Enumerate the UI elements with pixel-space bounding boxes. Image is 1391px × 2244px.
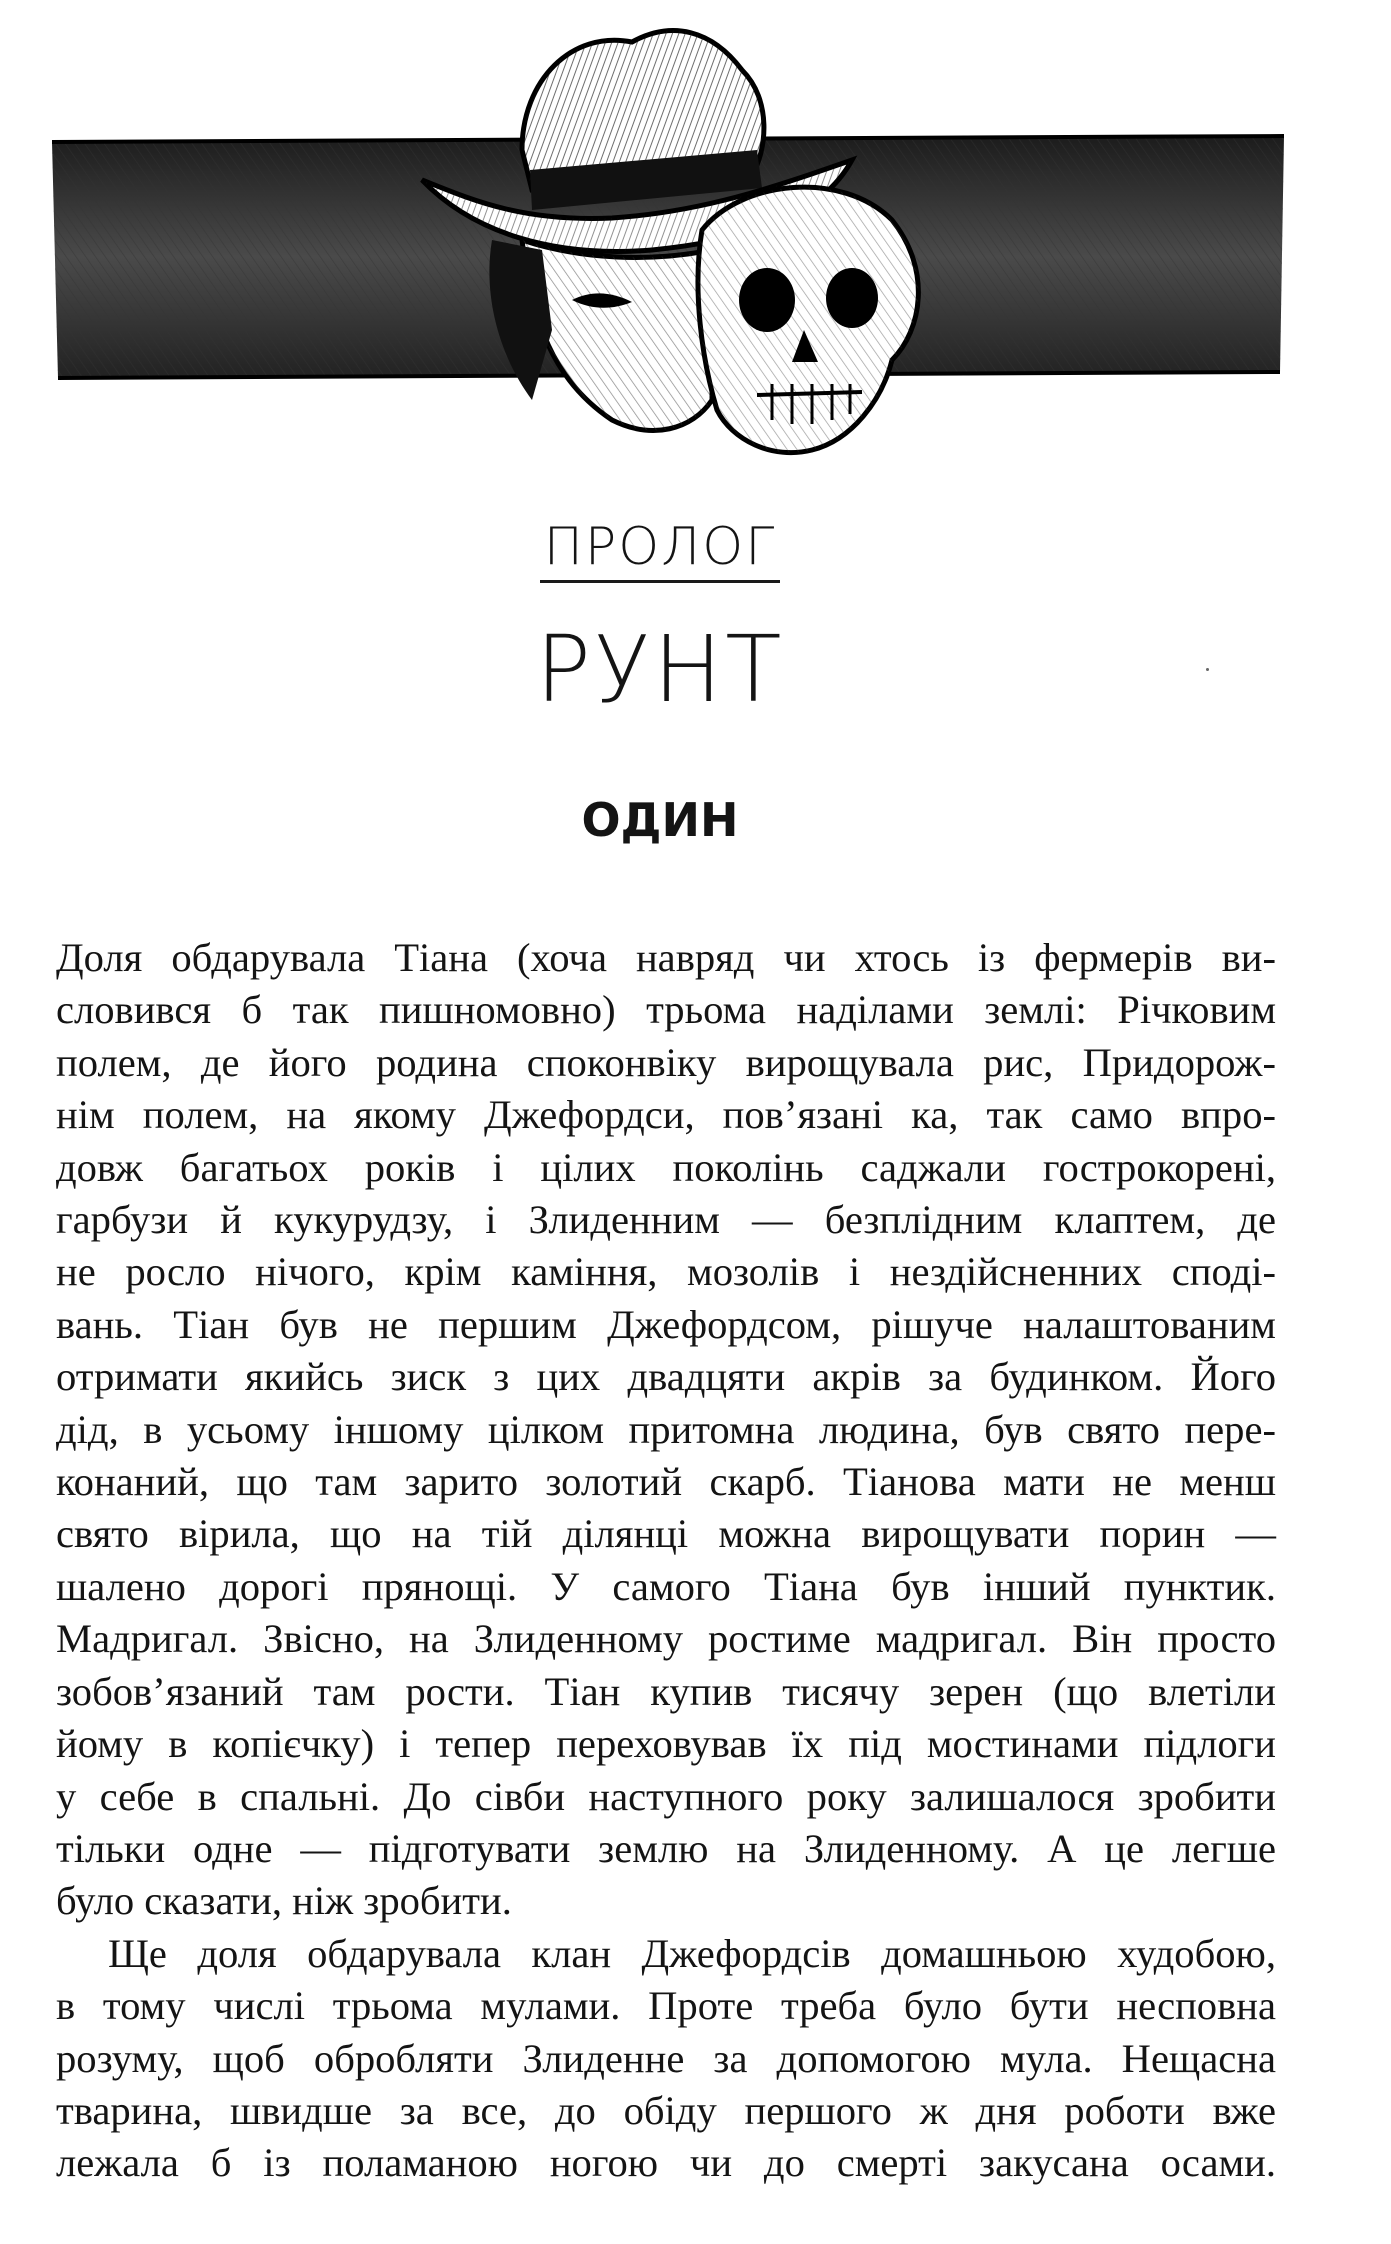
paragraph-1 [56,932,1276,1928]
prologue-label: ПРОЛОГ [543,517,777,577]
text-line: дід, в усьому іншому цілком притомна людина, був свято пере- [56,1406,1276,1452]
paragraph-2 [56,1928,1276,2190]
body-text [56,932,1276,2190]
text-line: Мадригал. Звісно, на Злиденному ростиме мадригал. Він просто [56,1616,1276,1662]
text-line: тварина, швидше за все, до обіду першого ж дня роботи вже [56,2087,1276,2133]
print-speck [1206,668,1209,671]
text-line: шалено дорогі прянощі. У самого Тіана був інший пунктик. [56,1563,1276,1609]
text-line: було сказати, ніж зробити. [56,1878,512,1924]
text-line: у себе в спальні. До сівби наступного року залишалося зробити [56,1773,1276,1819]
text-line: свято вірила, що на тій ділянці можна вирощувати порин — [56,1511,1276,1557]
chapter-title: ОДИН [581,793,739,847]
header-illustration [52,0,1284,470]
text-line: тільки одне — підготувати землю на Злиденному. А це легше [56,1825,1276,1871]
text-line: полем, де його родина споконвіку вирощувала рис, Придорож- [56,1039,1276,1085]
text-line: конаний, що там зарито золотий скарб. Тіанова мати не менш [56,1459,1276,1505]
text-line: йому в копієчку) і тепер переховував їх під мостинами підлоги [56,1721,1276,1767]
text-line: розуму, щоб обробляти Злиденне за допомогою мула. Нещасна [56,2035,1276,2081]
text-line: лежала б із поламаною ногою чи до смерті закусана осами. [56,2140,1276,2186]
prologue-underline [540,580,780,583]
text-line: словився б так пишномовно) трьома наділами землі: Річковим [56,987,1276,1033]
text-line: отримати якийсь зиск з цих двадцяти акрів за будинком. Його [56,1354,1276,1400]
text-line: в тому числі трьома мулами. Проте треба було бути несповна [56,1983,1276,2029]
text-line: Ще доля обдарувала клан Джефордсів домашньою худобою, [108,1930,1276,1976]
text-line: довж багатьох років і цілих поколінь саджали гострокорені, [56,1144,1276,1190]
part-title: РУНТ [535,616,785,723]
text-line: не росло нічого, крім каміння, мозолів і нездійсненних споді- [56,1249,1276,1295]
text-line: вань. Тіан був не першим Джефордсом, рішуче налаштованим [56,1301,1276,1347]
text-line: зобов’язаний там рости. Тіан купив тисячу зерен (що влетіли [56,1668,1276,1714]
text-line: Доля обдарувала Тіана (хоча навряд чи хтось із фермерів ви- [56,935,1276,980]
text-line: гарбузи й кукурудзу, і Злиденним — безплідним клаптем, де [56,1197,1276,1243]
text-line: нім полем, на якому Джефордси, пов’язані ка, так само впро- [56,1092,1276,1138]
